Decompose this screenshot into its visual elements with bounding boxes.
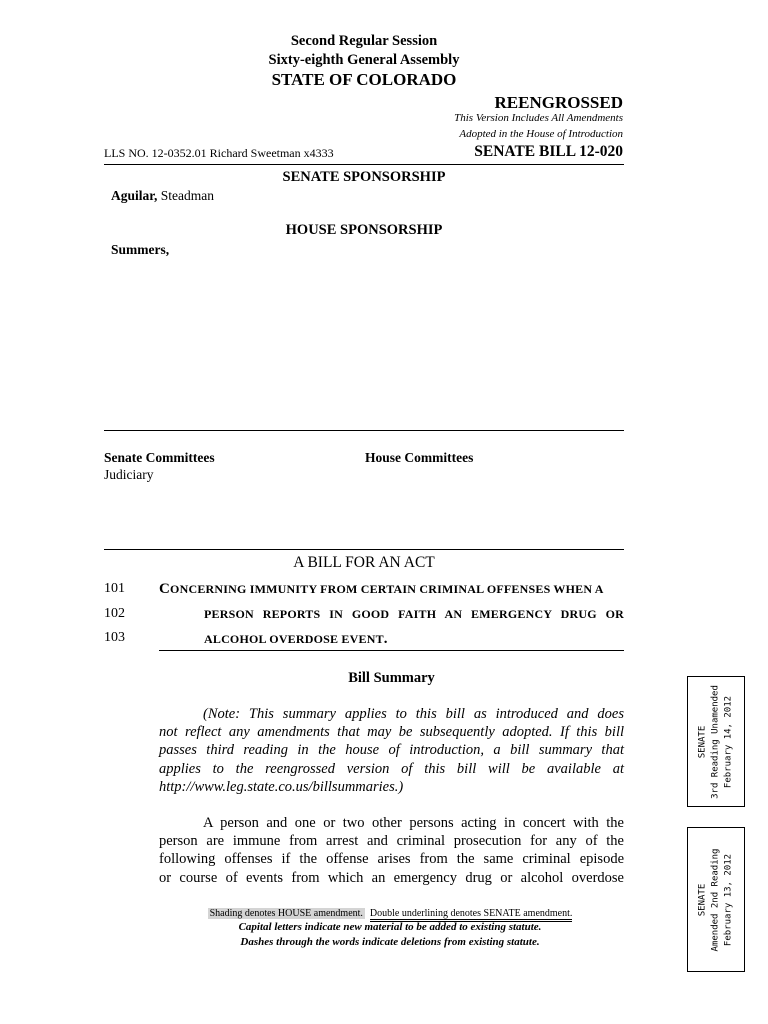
amendment-legend xyxy=(0,908,768,919)
bill-title-line xyxy=(204,631,388,648)
version-label: REENGROSSED xyxy=(494,93,623,112)
summary-note-line: http://www.leg.state.co.us/billsummaries.) xyxy=(159,778,404,795)
bill-heading: A BILL FOR AN ACT xyxy=(293,554,435,571)
divider xyxy=(104,164,624,165)
lls-number: LLS NO. 12-0352.01 Richard Sweetman x4333 xyxy=(104,146,334,160)
capital-letters-note: Capital letters indicate new material to be added to existing statute. xyxy=(238,921,542,933)
senate-co-sponsors: Steadman xyxy=(157,188,215,203)
summary-note xyxy=(159,705,624,796)
senate-second-reading-stamp xyxy=(687,827,745,972)
dashes-note: Dashes through the words indicate deletions from existing statute. xyxy=(240,936,540,948)
bill-title-line xyxy=(159,581,604,598)
summary-note-line: applies to the reengrossed version of this bill will be available at xyxy=(159,760,624,777)
bill-title-period: . xyxy=(383,631,388,647)
stamp-chamber: SENATE xyxy=(697,725,708,758)
line-number: 101 xyxy=(104,581,125,596)
stamp-action: Amended 2nd Reading xyxy=(710,848,721,951)
summary-note-line: passes third reading in the house of introduction, a bill summary that xyxy=(159,742,624,759)
summary-note-line: not reflect any amendments that may be subsequently adopted. If this bill xyxy=(159,724,624,741)
version-note-line1: This Version Includes All Amendments xyxy=(454,112,623,124)
line-number: 102 xyxy=(104,606,125,621)
senate-committee-item: Judiciary xyxy=(104,467,154,482)
bill-number: SENATE BILL 12-020 xyxy=(474,143,623,160)
house-committees-heading: House Committees xyxy=(365,450,474,465)
summary-body-line: A person and one or two other persons acting in concert with the xyxy=(203,815,624,831)
stamp-chamber: SENATE xyxy=(697,883,708,916)
line-number: 103 xyxy=(104,630,125,645)
summary-note-line: (Note: This summary applies to this bill as introduced and does xyxy=(203,706,624,722)
bill-title-text: ALCOHOL OVERDOSE EVENT xyxy=(204,632,384,646)
bill-title-line: PERSON REPORTS IN GOOD FAITH AN EMERGENCY DRUG OR xyxy=(204,607,624,621)
summary-body-line: following offenses if the offense arises from the same criminal episode xyxy=(159,851,624,868)
divider xyxy=(104,430,624,431)
bill-title-initial: C xyxy=(159,581,171,597)
senate-underline-note: Double underlining denotes SENATE amendment. xyxy=(370,908,572,922)
assembly-title: Sixty-eighth General Assembly xyxy=(268,52,460,68)
stamp-date: February 14, 2012 xyxy=(723,695,734,788)
stamp-date: February 13, 2012 xyxy=(723,853,734,946)
version-note-line2: Adopted in the House of Introduction xyxy=(459,128,623,140)
summary-body-line: or course of events from which an emergency drug or alcohol overdose xyxy=(159,869,624,886)
summary-body-line: person are immune from arrest and criminal prosecution for any of the xyxy=(159,833,624,850)
house-primary-sponsor: Summers, xyxy=(111,242,170,257)
bill-summary-heading: Bill Summary xyxy=(348,670,435,686)
divider xyxy=(159,650,624,651)
senate-committees-heading: Senate Committees xyxy=(104,450,215,465)
house-sponsorship-heading: HOUSE SPONSORSHIP xyxy=(285,222,443,238)
state-title: STATE OF COLORADO xyxy=(271,70,457,89)
stamp-action: 3rd Reading Unamended xyxy=(710,684,721,799)
senate-sponsors xyxy=(111,188,214,204)
senate-third-reading-stamp xyxy=(687,676,745,807)
house-shading-note: Shading denotes HOUSE amendment. xyxy=(209,908,363,919)
senate-primary-sponsor: Aguilar, xyxy=(111,188,158,203)
summary-body xyxy=(159,814,624,887)
divider xyxy=(104,549,624,550)
session-title: Second Regular Session xyxy=(290,33,438,49)
senate-sponsorship-heading: SENATE SPONSORSHIP xyxy=(282,169,446,185)
bill-title-text: ONCERNING IMMUNITY FROM CERTAIN CRIMINAL OFFENSES WHEN A xyxy=(170,582,604,596)
